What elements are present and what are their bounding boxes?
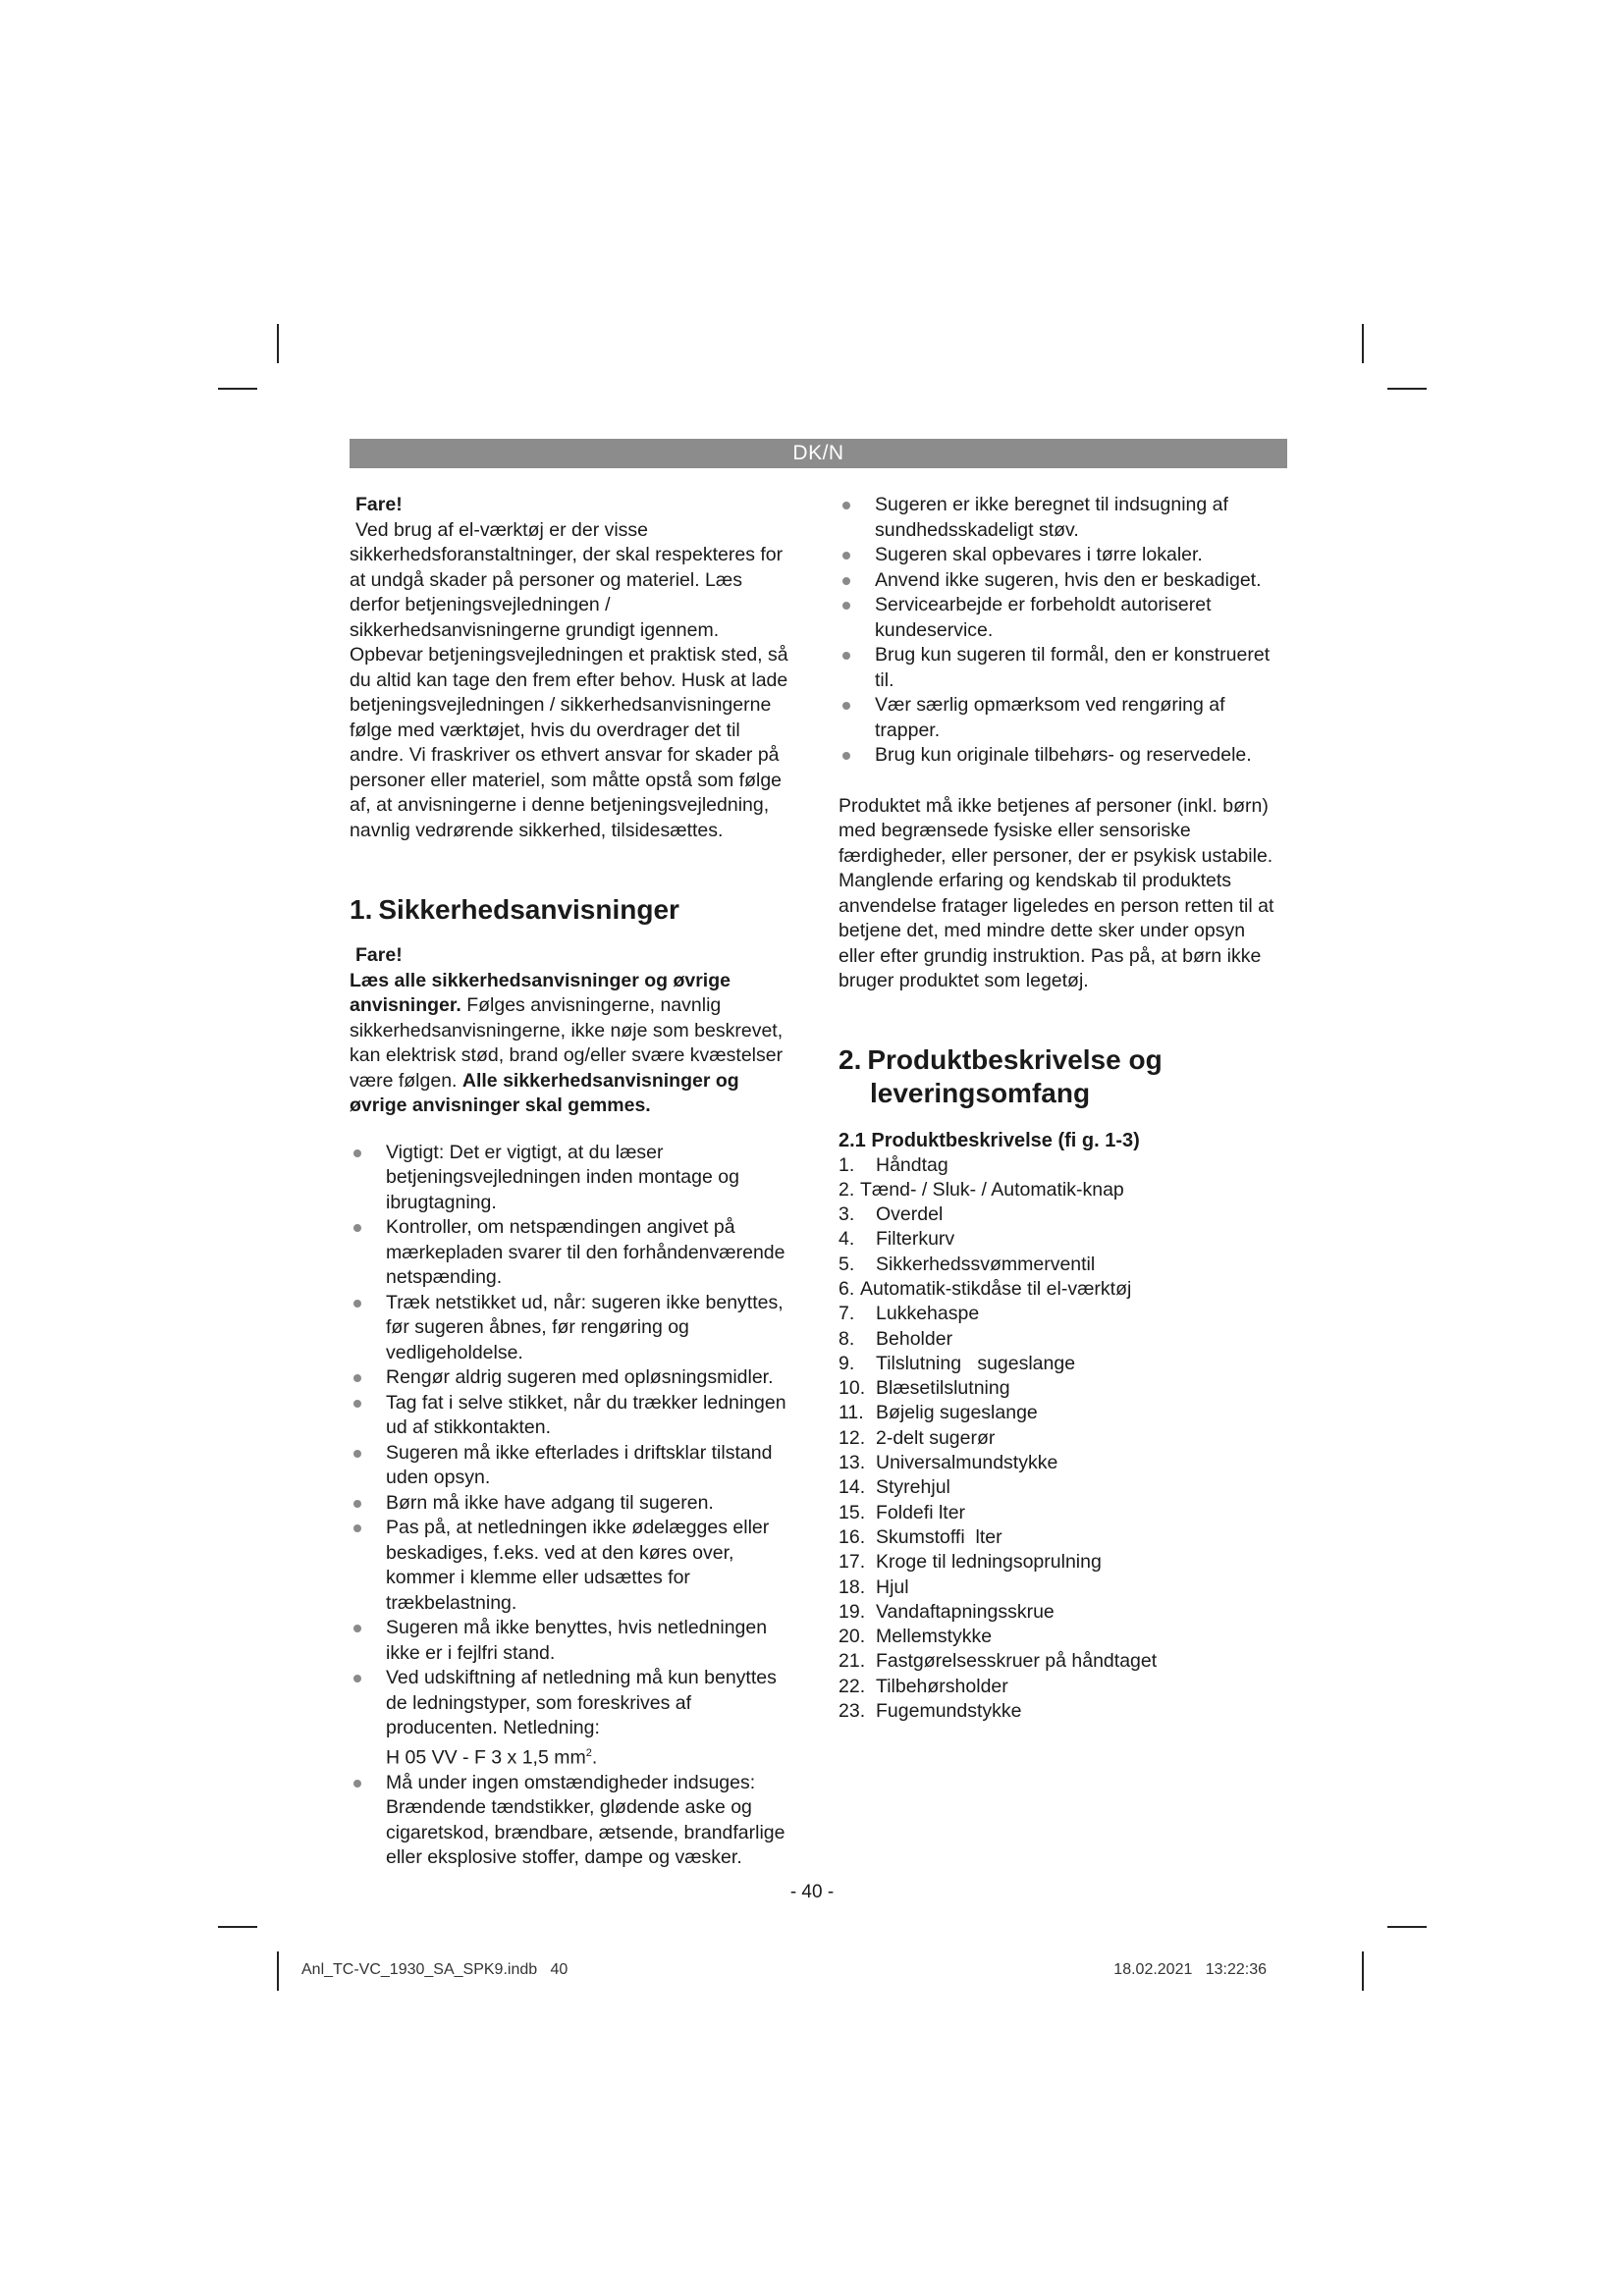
crop-mark-bottom-left-horizontal bbox=[218, 1926, 257, 1928]
safety-intro-paragraph bbox=[350, 969, 796, 1119]
list-item: 20. Mellemstykke bbox=[839, 1626, 993, 1648]
bullet-dot-icon bbox=[353, 1374, 361, 1382]
danger-label-2: Fare! bbox=[355, 944, 403, 966]
bullet-dot-icon bbox=[842, 577, 850, 585]
bullet-dot-icon bbox=[353, 1149, 361, 1157]
list-item: Anvend ikke sugeren, hvis den er beskadiget. bbox=[839, 568, 1285, 594]
print-file-name: Anl_TC-VC_1930_SA_SPK9.indb 40 bbox=[301, 1961, 568, 1978]
subsection-2-1-heading: 2.1 Produktbeskrivelse (fi g. 1-3) bbox=[839, 1129, 1140, 1151]
crop-mark-top-left-horizontal bbox=[218, 388, 257, 390]
section-1-number: 1. bbox=[350, 894, 373, 925]
bullet-dot-icon bbox=[842, 752, 850, 760]
section-1-heading bbox=[350, 893, 796, 927]
list-item: Træk netstikket ud, når: sugeren ikke benyttes, før sugeren åbnes, før rengøring og vedligeholdelse. bbox=[350, 1291, 796, 1366]
list-item: Sugeren må ikke efterlades i driftsklar tilstand uden opsyn. bbox=[350, 1441, 796, 1491]
list-item: 14. Styrehjul bbox=[839, 1476, 950, 1499]
crop-mark-top-right-vertical bbox=[1362, 324, 1364, 363]
list-item: 1. Håndtag bbox=[839, 1153, 948, 1176]
list-item: 19. Vandaftapningsskrue bbox=[839, 1600, 1055, 1623]
list-item: Sugeren må ikke benyttes, hvis netledningen ikke er i fejlfri stand. bbox=[350, 1616, 796, 1666]
bullet-dot-icon bbox=[353, 1400, 361, 1408]
list-item: 8. Beholder bbox=[839, 1327, 953, 1350]
safety-intro-text: Følges anvisningerne, navnlig sikkerhedsanvisningerne, ikke nøje som beskrevet, kan elektrisk stød, brand og/eller svære kvæstelser være følgen. bbox=[350, 994, 784, 1092]
list-item: Børn må ikke have adgang til sugeren. bbox=[350, 1491, 796, 1517]
section-1-title: Sikkerhedsanvisninger bbox=[378, 894, 679, 925]
bullet-dot-icon bbox=[842, 602, 850, 610]
list-item: 6. Automatik-stikdåse til el-værktøj bbox=[839, 1277, 1132, 1300]
safety-intro-bold-1: Læs alle sikkerhedsanvisninger og øvrige anvisninger. bbox=[350, 969, 731, 1016]
list-item: Kontroller, om netspændingen angivet på mærkepladen svarer til den forhåndenværende netspænding. bbox=[350, 1215, 796, 1291]
list-item: 5. Sikkerhedssvømmerventil bbox=[839, 1253, 1096, 1275]
right-column bbox=[839, 493, 1285, 1724]
list-item: 13. Universalmundstykke bbox=[839, 1452, 1058, 1474]
bullet-dot-icon bbox=[353, 1675, 361, 1682]
safety-intro-bold-2: Alle sikkerhedsanvisninger og øvrige anvisninger skal gemmes. bbox=[350, 1069, 739, 1116]
list-item: 18. Hjul bbox=[839, 1575, 909, 1598]
page-number: - 40 - bbox=[789, 1882, 835, 1902]
list-item: Sugeren er ikke beregnet til indsugning af sundhedsskadeligt støv. bbox=[839, 493, 1285, 543]
bullet-dot-icon bbox=[842, 502, 850, 509]
safety-bullet-list bbox=[350, 1141, 796, 1871]
power-cord-spec: H 05 VV - F 3 x 1,5 mm bbox=[386, 1746, 586, 1768]
general-warning-paragraph: Ved brug af el-værktøj er der visse sikkerhedsforanstaltninger, der skal respekteres for at undgå skader på personer og materiel. Læs derfor betjeningsvejledningen / sikkerhedsanvisningerne grundigt igennem. Opbevar betjeningsvejledningen et praktisk sted, så du altid kan tage den frem efter behov. Husk at lade betjeningsvejledningen / sikkerhedsanvisningerne følge med værktøjet, hvis du overdrager det til andre. Vi fraskriver os ethvert ansvar for skader på personer eller materiel, som måtte opstå som følge af, at anvisningerne i denne betjeningsvejledning, navnlig vedrørende sikkerhed, tilsidesættes. bbox=[350, 518, 788, 841]
list-item: 7. Lukkehaspe bbox=[839, 1303, 980, 1325]
list-item: 12. 2-delt sugerør bbox=[839, 1426, 996, 1449]
list-item: Servicearbejde er forbeholdt autoriseret kundeservice. bbox=[839, 593, 1285, 643]
list-item: Tag fat i selve stikket, når du trækker ledningen ud af stikkontakten. bbox=[350, 1391, 796, 1441]
list-item: 15. Foldefi lter bbox=[839, 1501, 966, 1523]
list-item: 4. Filterkurv bbox=[839, 1228, 955, 1251]
bullet-dot-icon bbox=[353, 1224, 361, 1232]
section-2-title: Produktbeskrivelse og leveringsomfang bbox=[867, 1043, 1163, 1108]
left-column bbox=[350, 493, 796, 1871]
bullet-dot-icon bbox=[353, 1500, 361, 1508]
list-item: Vigtigt: Det er vigtigt, at du læser betjeningsvejledningen inden montage og ibrugtagning. bbox=[350, 1141, 796, 1216]
list-item: Sugeren skal opbevares i tørre lokaler. bbox=[839, 543, 1285, 568]
bullet-dot-icon bbox=[842, 702, 850, 710]
list-item: 3. Overdel bbox=[839, 1203, 944, 1226]
section-2-heading bbox=[839, 1043, 1285, 1110]
list-item: Brug kun originale tilbehørs- og reservedele. bbox=[839, 743, 1285, 769]
crop-mark-top-left-vertical bbox=[277, 324, 279, 363]
list-item: Rengør aldrig sugeren med opløsningsmidler. bbox=[350, 1365, 796, 1391]
list-item-power-cord: Ved udskiftning af netledning må kun benyttes de ledningstyper, som foreskrives af producenten. Netledning: H 05 VV - F 3 x 1,5 $mm^2$. bbox=[350, 1666, 796, 1771]
crop-mark-bottom-left-vertical bbox=[277, 1951, 279, 1991]
bullet-dot-icon bbox=[842, 652, 850, 660]
power-cord-spec-superscript: 2 bbox=[585, 1746, 592, 1759]
list-item: 16. Skumstoffi lter bbox=[839, 1525, 1002, 1548]
bullet-dot-icon bbox=[353, 1625, 361, 1632]
print-timestamp: 18.02.2021 13:22:36 bbox=[1113, 1961, 1267, 1978]
bullet-dot-icon bbox=[842, 552, 850, 560]
list-item: Vær særlig opmærksom ved rengøring af trapper. bbox=[839, 693, 1285, 743]
section-2-number: 2. bbox=[839, 1043, 862, 1075]
list-item: Pas på, at netledningen ikke ødelægges eller beskadiges, f.eks. ved at den køres over, kommer i klemme eller udsættes for trækbelastning. bbox=[350, 1516, 796, 1616]
parts-list bbox=[839, 1153, 1285, 1725]
list-item: 11. Bøjelig sugeslange bbox=[839, 1402, 1038, 1424]
list-item: Må under ingen omstændigheder indsuges: Brændende tændstikker, glødende aske og cigaretskod, brændbare, ætsende, brandfarlige eller eksplosive stoffer, dampe og væsker. bbox=[350, 1771, 796, 1871]
usage-bullet-list bbox=[839, 493, 1285, 769]
list-item: 2. Tænd- / Sluk- / Automatik-knap bbox=[839, 1178, 1124, 1201]
list-item: 9. Tilslutning sugeslange bbox=[839, 1352, 1076, 1374]
crop-mark-bottom-right-vertical bbox=[1362, 1951, 1364, 1991]
crop-mark-bottom-right-horizontal bbox=[1387, 1926, 1427, 1928]
list-item: 21. Fastgørelsesskruer på håndtaget bbox=[839, 1650, 1158, 1673]
list-item: 17. Kroge til ledningsoprulning bbox=[839, 1551, 1102, 1574]
danger-label: Fare! bbox=[355, 494, 403, 515]
bullet-dot-icon bbox=[353, 1450, 361, 1458]
list-item: Brug kun sugeren til formål, den er konstrueret til. bbox=[839, 643, 1285, 693]
children-warning-paragraph: Produktet må ikke betjenes af personer (inkl. børn) med begrænsede fysiske eller sensoriske færdigheder, eller personer, der er psykisk ustabile. Manglende erfaring og kendskab til produktets anvendelse fratager ligeledes en person retten til at betjene det, med mindre dette sker under opsyn eller efter grundig instruktion. Pas på, at børn ikke bruger produktet som legetøj. bbox=[839, 794, 1274, 991]
crop-mark-top-right-horizontal bbox=[1387, 388, 1427, 390]
bullet-dot-icon bbox=[353, 1780, 361, 1788]
language-header-band: DK/N bbox=[350, 439, 1287, 468]
list-item: 22. Tilbehørsholder bbox=[839, 1675, 1008, 1697]
list-item: 23. Fugemundstykke bbox=[839, 1700, 1022, 1723]
bullet-dot-icon bbox=[353, 1300, 361, 1308]
bullet-dot-icon bbox=[353, 1524, 361, 1532]
list-item: 10. Blæsetilslutning bbox=[839, 1377, 1010, 1400]
